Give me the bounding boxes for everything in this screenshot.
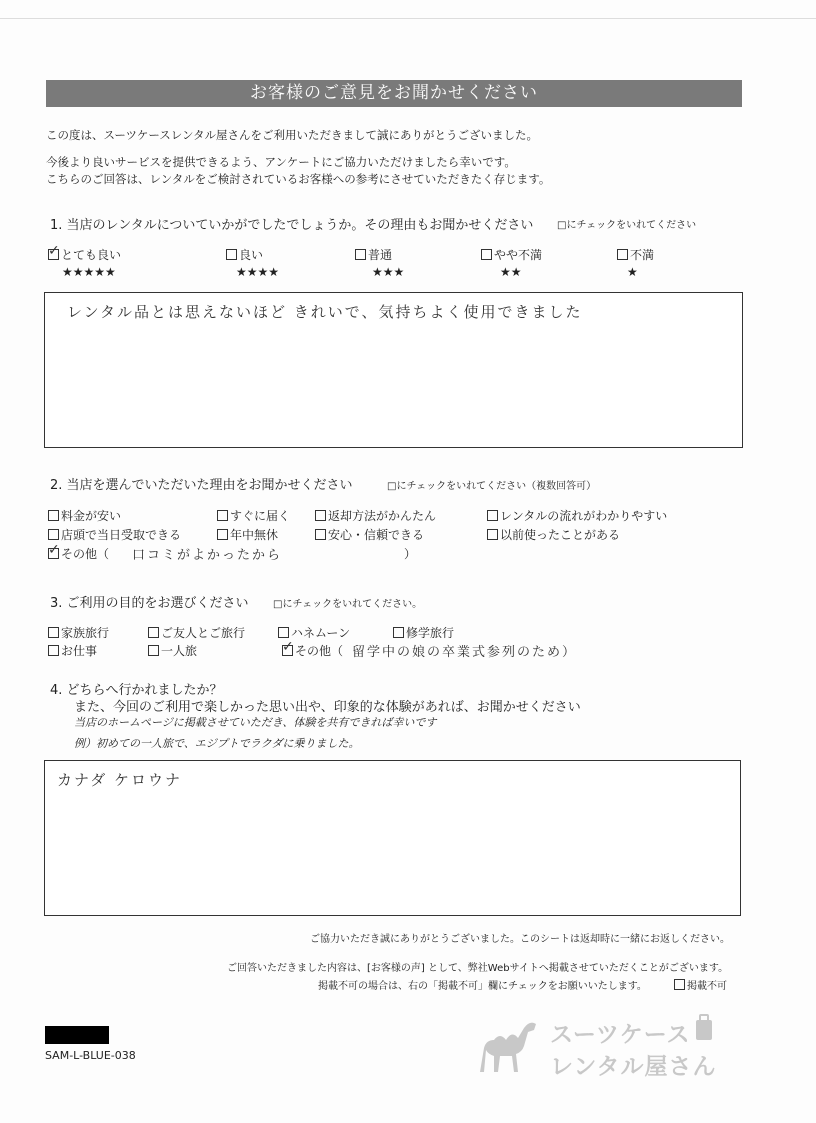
survey-title: お客様のご意見をお聞かせください	[46, 80, 742, 107]
option-label: 店頭で当日受取できる	[61, 528, 182, 542]
intro-line-3: こちらのご回答は、レンタルをご検討されているお客様への参考にさせていただきたく存じます。	[46, 172, 551, 186]
redaction-bar	[45, 1026, 109, 1044]
option-label: 以前使ったことがある	[500, 528, 621, 542]
q1-label: 1. 当店のレンタルについていかがでしたでしょうか。その理由もお聞かせください	[50, 218, 534, 233]
option-label: ご友人とご旅行	[161, 626, 246, 640]
footer-noprint-notice: 掲載不可の場合は、右の「掲載不可」欄にチェックをお願いいたします。	[318, 981, 647, 992]
option-label: やや不満	[494, 248, 543, 262]
camel-icon	[474, 1010, 544, 1080]
checkbox[interactable]	[217, 510, 228, 521]
q2-option-easy-return[interactable]	[315, 507, 436, 524]
option-label: 普通	[368, 248, 393, 262]
checkbox[interactable]	[48, 645, 59, 656]
q2-option-used-before[interactable]	[487, 526, 620, 543]
intro-line-1: この度は、スーツケースレンタル屋さんをご利用いただきまして誠にありがとうございました。	[46, 128, 539, 142]
scan-edge-line	[0, 18, 816, 19]
q4-label-2: また、今回のご利用で楽しかった思い出や、印象的な体験があれば、お聞かせください	[74, 700, 581, 715]
checkbox[interactable]	[48, 627, 59, 638]
q4-answer-box[interactable]	[44, 760, 741, 916]
logo-text-line-2: レンタル屋さん	[550, 1054, 717, 1080]
q1-note: □にチェックをいれてください	[557, 220, 697, 231]
checkbox-checked[interactable]	[48, 542, 60, 559]
footer-publish-notice: ご回答いただきました内容は、[お客様の声] として、弊社Webサイトへ掲載させていただくことがございます。	[227, 963, 729, 974]
q2-option-trustworthy[interactable]	[315, 526, 424, 543]
q3-label: 3. ご利用の目的をお選びください	[50, 596, 249, 611]
checkbox[interactable]	[148, 645, 159, 656]
checkbox[interactable]	[481, 249, 492, 260]
option-label: 料金が安い	[61, 509, 122, 523]
company-logo	[474, 1010, 717, 1080]
option-label: すぐに届く	[230, 509, 291, 523]
q1-option-average[interactable]	[355, 246, 392, 263]
q2-option-cheap[interactable]	[48, 507, 121, 524]
checkbox[interactable]	[48, 529, 59, 540]
option-label: 良い	[239, 248, 264, 262]
option-label: ハネムーン	[291, 626, 351, 640]
q2-option-other[interactable]	[48, 542, 110, 562]
suitcase-icon	[694, 1014, 714, 1042]
q2-other-handwritten: 口コミがよかったから	[132, 548, 283, 563]
q3-note: □にチェックをいれてください。	[273, 599, 423, 610]
q1-stars-5: ★★★★★	[62, 265, 116, 279]
option-label: レンタルの流れがわかりやすい	[500, 509, 668, 523]
q2-option-same-day-pickup[interactable]	[48, 526, 181, 543]
option-label: とても良い	[61, 248, 122, 262]
q4-hint: 当店のホームページに掲載させていただき、体験を共有できれば幸いです	[74, 716, 437, 729]
q3-option-business[interactable]	[48, 642, 97, 659]
option-label: 不満	[630, 248, 655, 262]
checkbox[interactable]	[48, 510, 59, 521]
q2-option-fast-delivery[interactable]	[217, 507, 290, 524]
q1-stars-2: ★★	[500, 265, 522, 279]
checkmark-icon: ✓	[282, 639, 294, 655]
checkmark-icon: ✓	[48, 542, 60, 558]
checkbox[interactable]	[315, 529, 326, 540]
q1-option-unsatisfied[interactable]	[617, 246, 654, 263]
q1-option-very-good[interactable]	[48, 243, 122, 263]
q1-stars-1: ★	[627, 265, 638, 279]
q4-example: 例）初めての一人旅で、エジプトでラクダに乗りました。	[74, 737, 360, 750]
q1-stars-3: ★★★	[372, 265, 405, 279]
q3-option-other[interactable]	[282, 639, 344, 659]
checkbox-checked[interactable]	[282, 639, 294, 656]
q2-option-open-all-year[interactable]	[217, 526, 278, 543]
checkmark-icon: ✓	[48, 243, 60, 259]
checkbox[interactable]	[487, 529, 498, 540]
q2-label: 2. 当店を選んでいただいた理由をお聞かせください	[50, 478, 353, 493]
q2-option-clear-process[interactable]	[487, 507, 667, 524]
intro-line-2: 今後より良いサービスを提供できるよう、アンケートにご協力いただけましたら幸いです。	[46, 155, 516, 169]
q1-answer-box[interactable]	[44, 292, 743, 448]
checkbox[interactable]	[217, 529, 228, 540]
q3-option-solo-trip[interactable]	[148, 642, 197, 659]
q1-handwritten-answer: レンタル品とは思えないほど きれいで、気持ちよく使用できました	[67, 303, 583, 321]
q3-option-school-trip[interactable]	[393, 624, 454, 641]
checkbox[interactable]	[617, 249, 628, 260]
logo-text-line-1: スーツケース	[550, 1022, 691, 1048]
q3-option-friends-trip[interactable]	[148, 624, 245, 641]
checkbox[interactable]	[487, 510, 498, 521]
q1-option-good[interactable]	[226, 246, 263, 263]
checkbox[interactable]	[393, 627, 404, 638]
option-label: 修学旅行	[406, 626, 455, 640]
option-label: 返却方法がかんたん	[328, 509, 437, 523]
checkbox[interactable]	[674, 979, 685, 990]
option-label: 一人旅	[161, 644, 198, 658]
checkbox[interactable]	[315, 510, 326, 521]
checkbox[interactable]	[148, 627, 159, 638]
option-label: 安心・信頼できる	[328, 528, 425, 542]
checkbox[interactable]	[278, 627, 289, 638]
q3-option-family-trip[interactable]	[48, 624, 109, 641]
option-label: その他（	[61, 547, 110, 561]
footer-thanks: ご協力いただき誠にありがとうございました。このシートは返却時に一緒にお返しください。	[310, 934, 730, 945]
option-label: 掲載不可	[687, 981, 727, 992]
checkbox[interactable]	[226, 249, 237, 260]
footer-noprint-checkbox[interactable]	[674, 977, 727, 992]
product-code: SAM-L-BLUE-038	[45, 1049, 136, 1062]
checkbox[interactable]	[355, 249, 366, 260]
checkbox-checked[interactable]	[48, 243, 60, 260]
option-label: お仕事	[61, 644, 98, 658]
q4-handwritten-answer: カナダ ケロウナ	[57, 771, 183, 789]
q3-other-handwritten: 留学中の娘の卒業式参列のため）	[352, 645, 578, 660]
q4-label: 4. どちらへ行かれましたか？	[50, 683, 223, 698]
q1-option-somewhat-unsatisfied[interactable]	[481, 246, 542, 263]
option-label: 年中無休	[230, 528, 279, 542]
q1-stars-4: ★★★★	[236, 265, 280, 279]
q2-other-close-paren: ）	[404, 547, 417, 561]
option-label: その他（	[295, 644, 344, 658]
q2-note: □にチェックをいれてください（複数回答可）	[387, 481, 597, 492]
option-label: 家族旅行	[61, 626, 110, 640]
